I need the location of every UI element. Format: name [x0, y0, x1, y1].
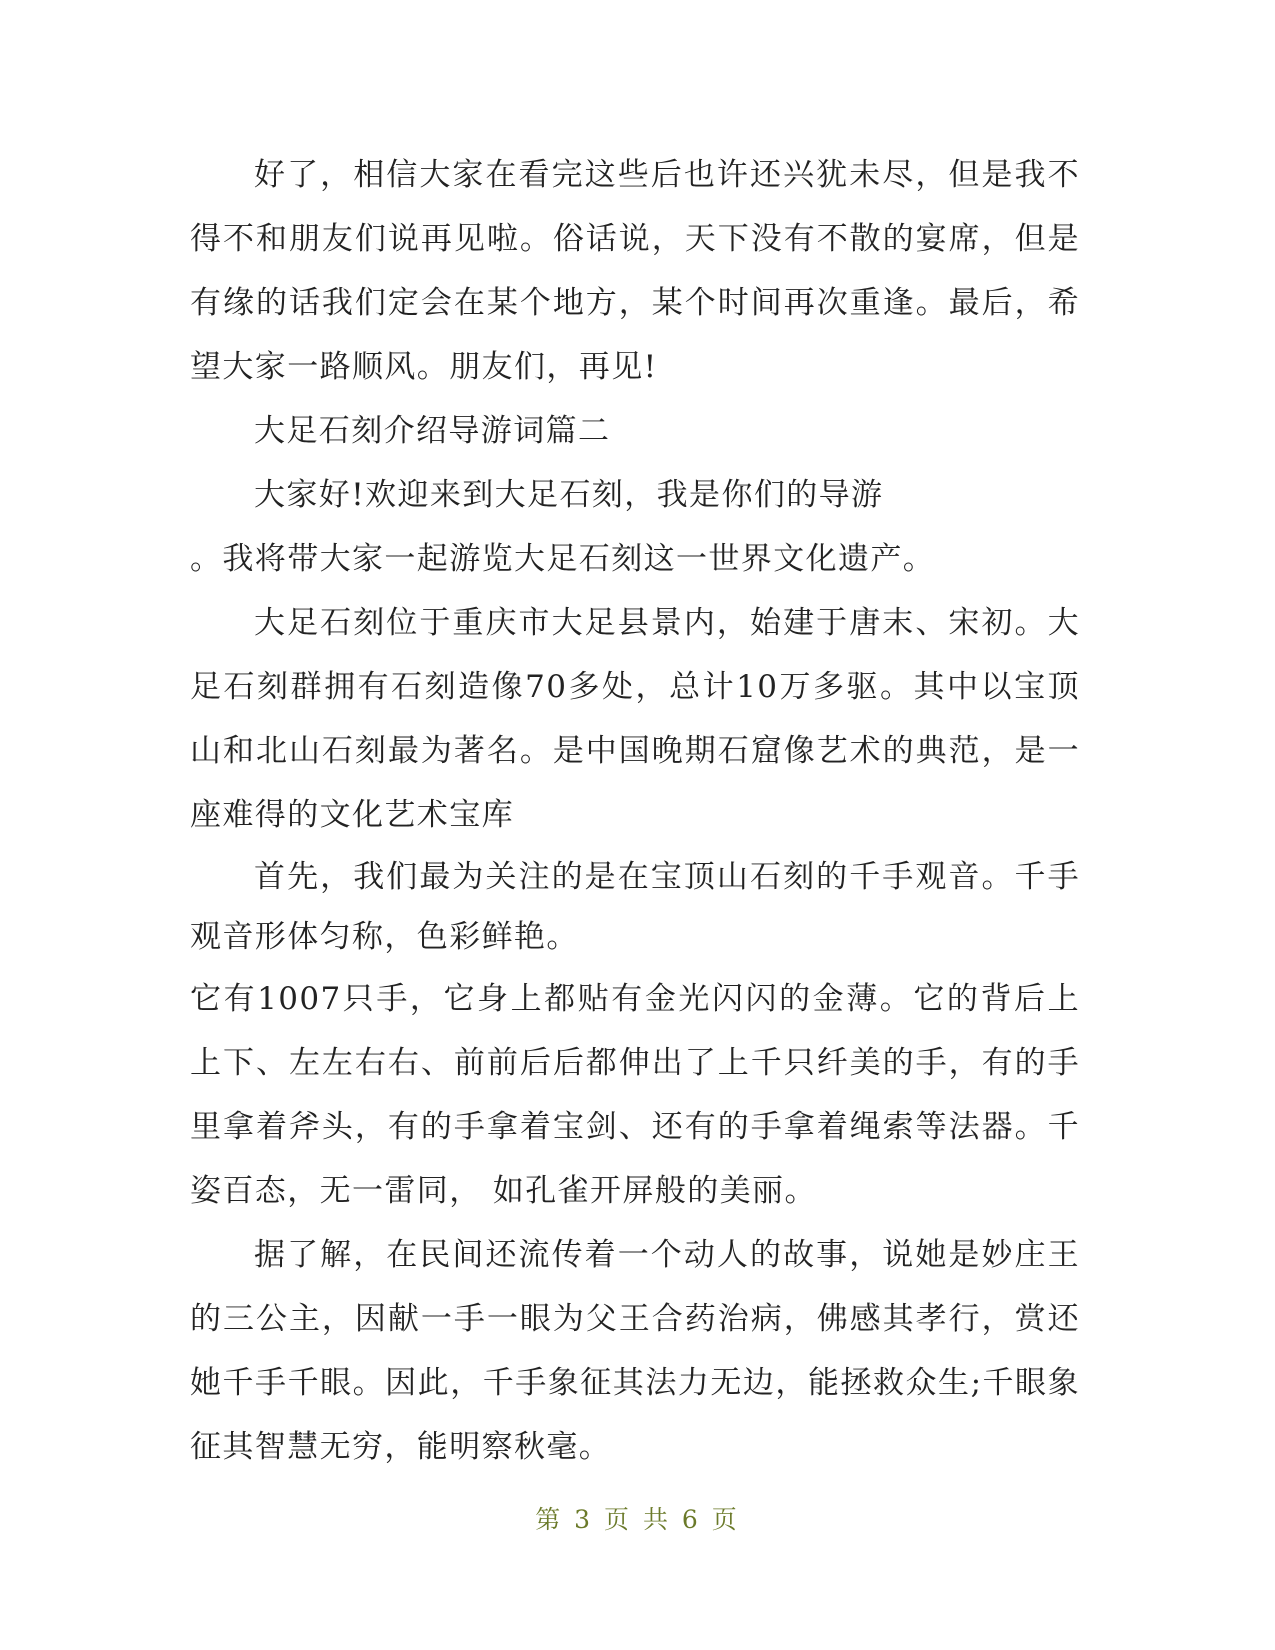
document-body	[190, 143, 1080, 1479]
paragraph-legend: 据了解，在民间还流传着一个动人的故事，说她是妙庄王的三公主，因献一手一眼为父王合药治病，佛感其孝行，赏还她千手千眼。因此，千手象征其法力无边，能拯救众生;千眼象征其智慧无穷，能明察秋毫。	[190, 1237, 1080, 1465]
paragraph-greeting-continued: 。我将带大家一起游览大足石刻这一世界文化遗产。	[190, 541, 936, 577]
paragraph-introduction: 大足石刻位于重庆市大足县景内，始建于唐末、宋初。大足石刻群拥有石刻造像70多处，总计10万多驱。其中以宝顶山和北山石刻最为著名。是中国晚期石窟像艺术的典范，是一座难得的文化艺术宝库	[190, 605, 1080, 833]
paragraph-farewell: 好了，相信大家在看完这些后也许还兴犹未尽，但是我不得不和朋友们说再见啦。俗话说，天下没有不散的宴席，但是有缘的话我们定会在某个地方，某个时间再次重逢。最后，希望大家一路顺风。朋友们，再见!	[190, 157, 1080, 385]
page-number-footer: 第 3 页 共 6 页	[535, 1505, 740, 1534]
paragraph-guanyin-intro: 首先，我们最为关注的是在宝顶山石刻的千手观音。千手观音形体匀称，色彩鲜艳。	[190, 859, 1080, 955]
section-heading: 大足石刻介绍导游词篇二	[254, 413, 611, 449]
paragraph-greeting: 大家好!欢迎来到大足石刻，我是你们的导游	[254, 477, 884, 513]
paragraph-guanyin-hands: 它有1007只手，它身上都贴有金光闪闪的金薄。它的背后上上下、左左右右、前前后后都伸出了上千只纤美的手，有的手里拿着斧头，有的手拿着宝剑、还有的手拿着绳索等法器。千姿百态，无一雷同， 如孔雀开屏般的美丽。	[190, 981, 1080, 1209]
